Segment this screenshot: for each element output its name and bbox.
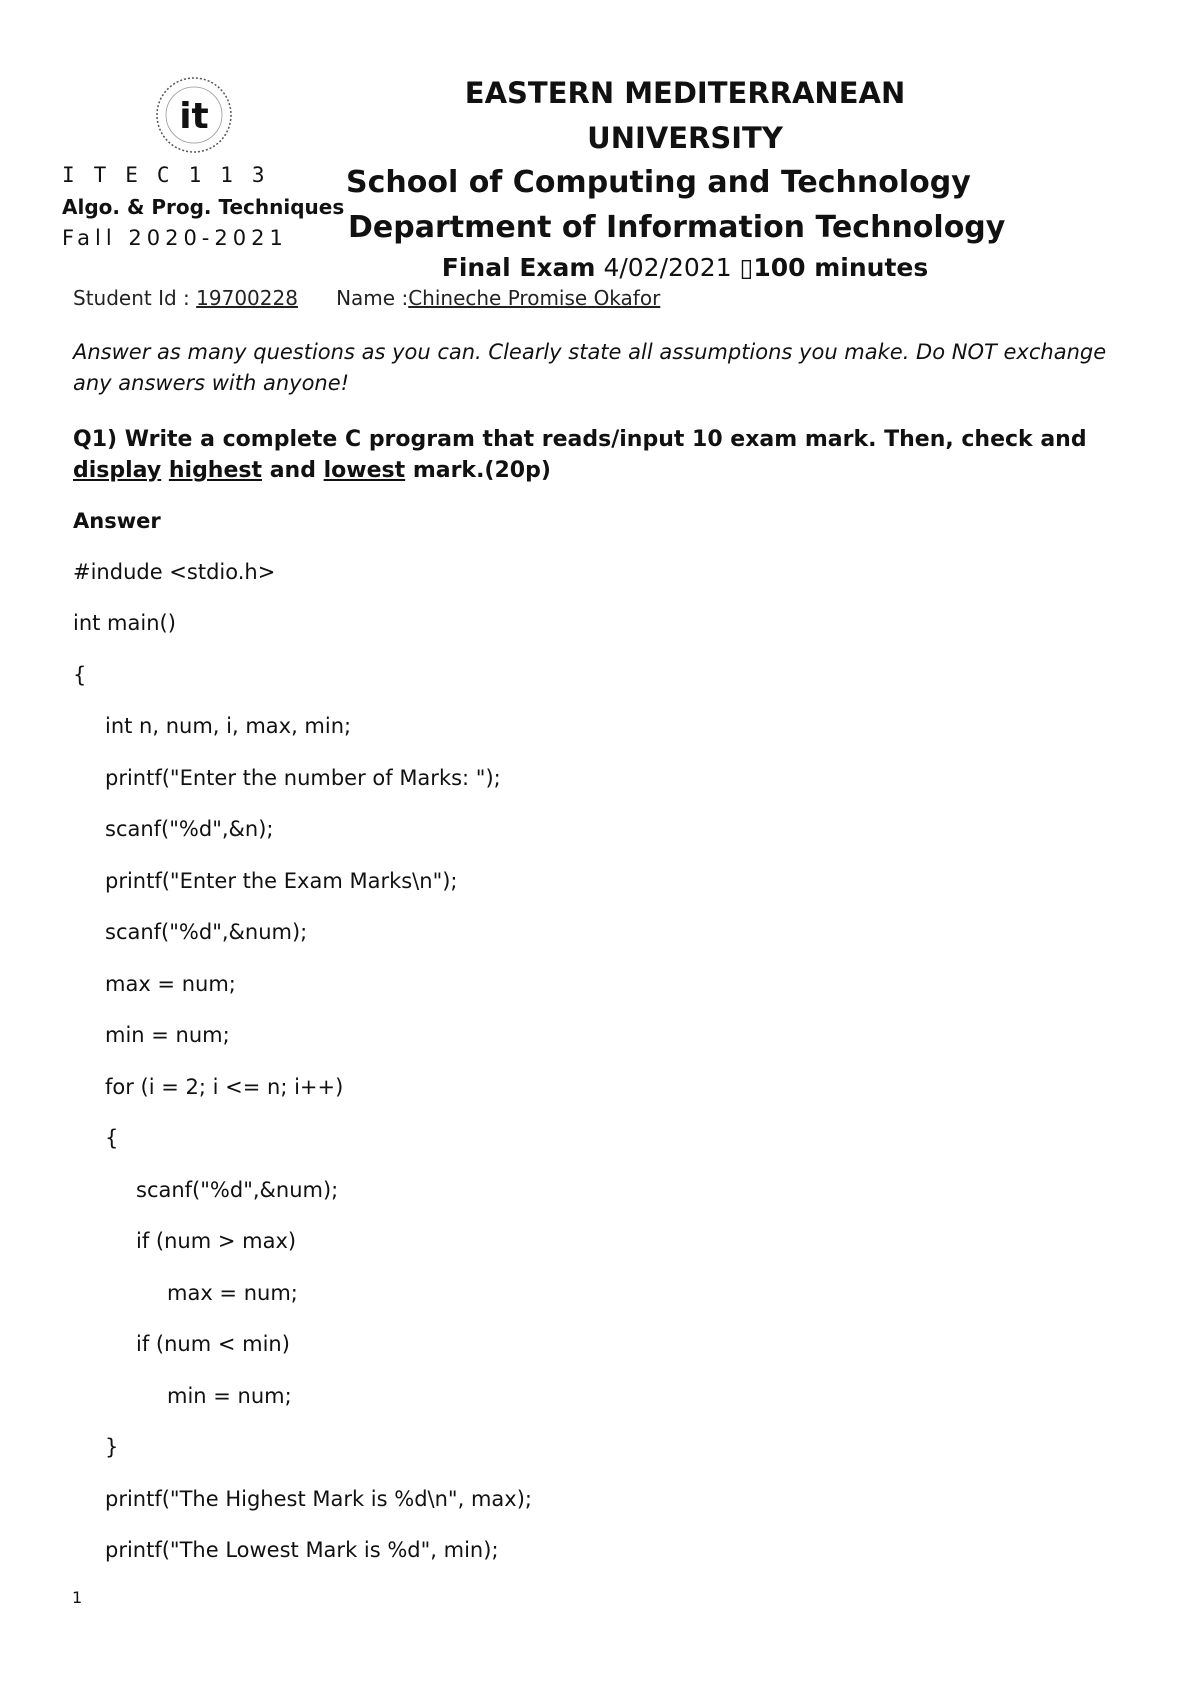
exam-info <box>345 253 1025 282</box>
code-line: printf("The Lowest Mark is %d", min); <box>105 1538 499 1562</box>
code-line: printf("The Highest Mark is %d\n", max); <box>105 1487 532 1511</box>
school-name: School of Computing and Technology <box>346 165 971 200</box>
code-line: scanf("%d",&num); <box>105 920 308 944</box>
logo-text: it <box>179 96 209 137</box>
student-id-label: Student Id : <box>73 286 190 310</box>
code-line: max = num; <box>167 1281 298 1305</box>
code-line: printf("Enter the number of Marks: "); <box>105 766 501 790</box>
code-line: #indude <stdio.h> <box>73 560 276 584</box>
code-line: { <box>73 663 87 687</box>
keyword-display: display <box>73 458 162 483</box>
code-line: int main() <box>73 611 176 635</box>
question-1 <box>73 424 1133 486</box>
keyword-lowest: lowest <box>323 458 406 483</box>
course-code: ITEC113 <box>62 163 284 187</box>
university-name-line2: UNIVERSITY <box>587 121 783 155</box>
student-info <box>73 286 660 310</box>
question-and: and <box>269 458 316 483</box>
code-line: int n, num, i, max, min; <box>105 714 352 738</box>
instructions: Answer as many questions as you can. Clearly state all assumptions you make. Do NOT exchange any answers with anyone! <box>73 340 1107 395</box>
department-name: Department of Information Technology <box>348 210 1006 245</box>
question-points: mark.(20p) <box>412 458 551 483</box>
university-logo <box>155 76 233 154</box>
question-text: Write a complete C program that reads/input 10 exam mark. Then, check and <box>124 427 1087 452</box>
code-line: min = num; <box>105 1023 230 1047</box>
code-line: min = num; <box>167 1384 292 1408</box>
student-name-label: Name : <box>336 286 409 310</box>
course-name: Algo. & Prog. Techniques <box>62 195 345 219</box>
code-line: if (num < min) <box>136 1332 290 1356</box>
code-line: for (i = 2; i <= n; i++) <box>105 1075 344 1099</box>
question-number: Q1) <box>73 427 118 452</box>
semester: Fall 2020-2021 <box>62 226 288 250</box>
code-line: max = num; <box>105 972 236 996</box>
code-line: printf("Enter the Exam Marks\n"); <box>105 869 458 893</box>
page-number: 1 <box>72 1588 83 1607</box>
keyword-highest: highest <box>168 458 263 483</box>
code-line: { <box>105 1126 119 1150</box>
student-name-value: Chineche Promise Okafor <box>408 286 661 310</box>
exam-duration: ▯100 minutes <box>739 253 929 282</box>
code-line: } <box>105 1435 119 1459</box>
exam-date: 4/02/2021 <box>603 253 732 282</box>
exam-title: Final Exam <box>441 253 596 282</box>
code-line: scanf("%d",&num); <box>136 1178 339 1202</box>
code-line: if (num > max) <box>136 1229 297 1253</box>
student-id-value: 19700228 <box>196 286 298 310</box>
code-line: scanf("%d",&n); <box>105 817 274 841</box>
answer-label: Answer <box>73 509 161 533</box>
university-name-line1: EASTERN MEDITERRANEAN <box>464 76 906 110</box>
